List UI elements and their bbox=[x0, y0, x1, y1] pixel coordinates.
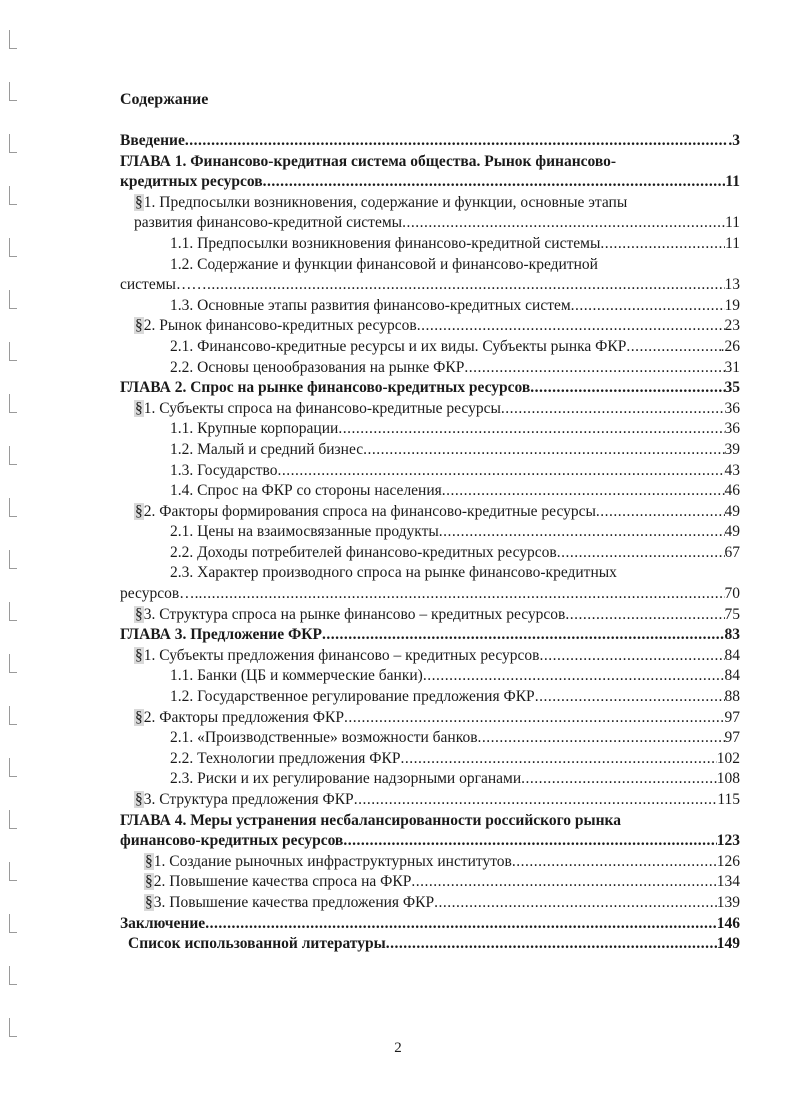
toc-entry-title bbox=[170, 481, 442, 502]
toc-entry-title bbox=[128, 934, 386, 955]
toc-entry-text: ГЛАВА 3. Предложение ФКР bbox=[120, 626, 322, 644]
toc-entry bbox=[120, 378, 740, 399]
toc-entry-title bbox=[170, 769, 521, 790]
toc-entry-page: 11 bbox=[725, 173, 740, 191]
toc-entry bbox=[120, 213, 740, 234]
toc-entry bbox=[120, 625, 740, 646]
toc-entry-page: 19 bbox=[724, 296, 740, 314]
dot-leader bbox=[600, 234, 725, 255]
toc-entry-text: 1.4. Спрос на ФКР со стороны населения bbox=[170, 482, 442, 500]
toc-entry-title bbox=[120, 811, 621, 832]
binding-mark bbox=[9, 186, 17, 205]
toc-entry-text: ГЛАВА 4. Меры устранения несбалансированности российского рынка bbox=[120, 811, 621, 829]
toc-entry-text: Заключение bbox=[120, 914, 206, 932]
toc-entry-title bbox=[170, 543, 557, 564]
toc-entry-title bbox=[134, 193, 627, 214]
binding-mark bbox=[9, 914, 17, 933]
toc-entry-page: 13 bbox=[724, 276, 740, 294]
toc-entry-text: 3. Структура спроса на рынке финансово – кредитных ресурсов bbox=[143, 605, 566, 623]
dot-leader bbox=[557, 543, 725, 564]
toc-entry-text: 1.2. Содержание и функции финансовой и финансово-кредитной bbox=[170, 255, 598, 273]
dot-leader bbox=[439, 522, 725, 543]
toc-entry-text: 2.2. Основы ценообразования на рынке ФКР bbox=[170, 358, 465, 376]
toc-entry-page: 75 bbox=[724, 605, 740, 623]
toc-entry-page: 11 bbox=[725, 214, 740, 232]
toc-entry-text: 2. Факторы предложения ФКР bbox=[143, 708, 344, 726]
binding-mark bbox=[9, 238, 17, 257]
toc-entry-title bbox=[170, 749, 400, 770]
toc-entry-text: 2.3. Риски и их регулирование надзорными органами bbox=[170, 770, 522, 788]
toc-entry-title bbox=[134, 708, 344, 729]
binding-mark bbox=[9, 498, 17, 517]
toc-entry-title bbox=[134, 605, 565, 626]
toc-entry-page: 83 bbox=[724, 626, 740, 644]
toc-entry bbox=[120, 790, 740, 811]
toc-entry-title bbox=[144, 872, 411, 893]
dot-leader bbox=[400, 749, 716, 770]
toc-entry bbox=[120, 728, 740, 749]
toc-entry-page: 108 bbox=[716, 770, 740, 788]
toc-entry-page: 102 bbox=[716, 749, 740, 767]
toc-entry-text: ресурсов…. bbox=[120, 585, 199, 603]
toc-entry bbox=[120, 502, 740, 523]
toc-entry bbox=[120, 666, 740, 687]
toc-entry-page: 97 bbox=[724, 729, 740, 747]
section-sign: § bbox=[145, 852, 153, 870]
toc-entry-text: 1. Создание рыночных инфраструктурных институтов bbox=[153, 852, 512, 870]
toc-entry bbox=[120, 193, 740, 214]
toc-entry-page: 11 bbox=[725, 234, 740, 252]
toc-entry-page: 84 bbox=[724, 667, 740, 685]
toc-entry bbox=[120, 893, 740, 914]
table-of-contents bbox=[120, 131, 740, 955]
toc-entry-title bbox=[134, 213, 402, 234]
dot-leader bbox=[205, 914, 717, 935]
binding-mark bbox=[9, 966, 17, 985]
toc-entry-page: 70 bbox=[724, 585, 740, 603]
toc-entry bbox=[120, 687, 740, 708]
toc-entry bbox=[120, 275, 740, 296]
binding-mark bbox=[9, 550, 17, 569]
toc-entry-text: 2. Рынок финансово-кредитных ресурсов bbox=[143, 317, 417, 335]
binding-mark bbox=[9, 342, 17, 361]
dot-leader bbox=[512, 852, 717, 873]
dot-leader bbox=[199, 584, 725, 605]
toc-entry-title bbox=[170, 234, 600, 255]
toc-entry-page: 31 bbox=[724, 358, 740, 376]
toc-entry-text: 2.1. Цены на взаимосвязанные продукты bbox=[170, 523, 439, 541]
section-sign: § bbox=[135, 502, 143, 520]
dot-leader bbox=[442, 481, 725, 502]
section-sign: § bbox=[135, 317, 143, 335]
toc-entry-title bbox=[170, 440, 363, 461]
page-number: 2 bbox=[394, 1040, 402, 1056]
binding-mark bbox=[9, 134, 17, 153]
toc-entry bbox=[120, 708, 740, 729]
toc-entry bbox=[120, 872, 740, 893]
toc-entry bbox=[120, 646, 740, 667]
dot-leader bbox=[411, 872, 716, 893]
toc-entry-page: 36 bbox=[724, 420, 740, 438]
toc-entry-text: 1. Субъекты спроса на финансово-кредитные ресурсы bbox=[143, 399, 501, 417]
section-sign: § bbox=[145, 893, 153, 911]
toc-entry-text: 3. Повышение качества предложения ФКР bbox=[153, 893, 435, 911]
binding-mark bbox=[9, 810, 17, 829]
toc-entry bbox=[120, 914, 740, 935]
section-sign: § bbox=[135, 399, 143, 417]
toc-entry bbox=[120, 584, 740, 605]
toc-entry-page: .26 bbox=[720, 337, 740, 355]
toc-entry bbox=[120, 605, 740, 626]
binding-mark bbox=[9, 394, 17, 413]
toc-entry-title bbox=[144, 893, 434, 914]
binding-mark bbox=[9, 30, 17, 49]
toc-entry-text: 3. Структура предложения ФКР bbox=[143, 791, 354, 808]
binding-mark bbox=[9, 706, 17, 725]
dot-leader bbox=[535, 687, 725, 708]
toc-entry-text: 1.3. Основные этапы развития финансово-кредитных систем bbox=[170, 296, 571, 314]
dot-leader bbox=[363, 440, 724, 461]
toc-entry-page: 97 bbox=[724, 708, 740, 726]
toc-entry bbox=[120, 296, 740, 317]
toc-entry bbox=[120, 522, 740, 543]
toc-entry-title bbox=[170, 687, 535, 708]
section-sign: § bbox=[135, 708, 143, 726]
toc-entry-title bbox=[134, 646, 540, 667]
dot-leader bbox=[402, 213, 725, 234]
toc-entry-text: 2. Факторы формирования спроса на финансово-кредитные ресурсы bbox=[143, 502, 596, 520]
toc-entry bbox=[120, 255, 740, 276]
toc-entry-page: 84 bbox=[724, 646, 740, 664]
toc-entry-page: 115 bbox=[717, 791, 740, 808]
toc-entry-title bbox=[170, 358, 464, 379]
dot-leader bbox=[530, 378, 724, 399]
binding-mark bbox=[9, 862, 17, 881]
toc-entry-text: 1.1. Банки (ЦБ и коммерческие банки) bbox=[170, 667, 423, 685]
toc-entry-page: 149 bbox=[716, 935, 740, 953]
toc-entry-text: 2.1. «Производственные» возможности банков bbox=[170, 729, 478, 747]
dot-leader bbox=[565, 605, 724, 626]
toc-entry bbox=[120, 852, 740, 873]
toc-entry-text: 1.2. Государственное регулирование предложения ФКР bbox=[170, 688, 535, 706]
toc-entry-page: 23 bbox=[724, 317, 740, 335]
dot-leader bbox=[501, 399, 725, 420]
toc-entry-title bbox=[120, 152, 616, 173]
toc-entry-title bbox=[120, 131, 185, 152]
toc-entry-title bbox=[170, 522, 439, 543]
section-sign: § bbox=[135, 646, 143, 664]
toc-entry bbox=[120, 152, 740, 173]
toc-entry bbox=[120, 831, 740, 852]
toc-entry bbox=[120, 811, 740, 832]
toc-entry-title bbox=[120, 172, 263, 193]
dot-leader bbox=[322, 625, 725, 646]
toc-entry-text: Список использованной литературы bbox=[128, 935, 386, 953]
page-heading: Содержание bbox=[120, 91, 209, 108]
toc-entry bbox=[120, 234, 740, 255]
toc-entry bbox=[120, 131, 740, 152]
binding-mark bbox=[9, 654, 17, 673]
toc-entry bbox=[120, 399, 740, 420]
toc-entry bbox=[120, 316, 740, 337]
toc-entry-title bbox=[120, 831, 343, 852]
toc-entry-text: 2.2. Технологии предложения ФКР bbox=[170, 749, 401, 767]
toc-entry bbox=[120, 934, 740, 955]
toc-entry-text: развития финансово-кредитной системы bbox=[134, 214, 403, 232]
dot-leader bbox=[207, 275, 725, 296]
toc-entry-text: 2. Повышение качества спроса на ФКР bbox=[153, 873, 412, 891]
toc-entry-text: 1.1. Предпосылки возникновения финансово-кредитной системы bbox=[170, 234, 601, 252]
toc-entry bbox=[120, 481, 740, 502]
toc-entry-text: 1.2. Малый и средний бизнес bbox=[170, 440, 364, 458]
dot-leader bbox=[338, 419, 724, 440]
toc-entry-text: системы…… bbox=[120, 276, 207, 294]
toc-entry bbox=[120, 769, 740, 790]
toc-entry-page: 39 bbox=[724, 440, 740, 458]
binding-mark bbox=[9, 1018, 17, 1037]
dot-leader bbox=[344, 708, 725, 729]
toc-entry-text: кредитных ресурсов bbox=[120, 173, 263, 191]
toc-entry-text: 1. Субъекты предложения финансово – кредитных ресурсов bbox=[143, 646, 540, 664]
toc-entry-title bbox=[120, 378, 530, 399]
binding-mark bbox=[9, 758, 17, 777]
toc-entry-page: 46 bbox=[724, 482, 740, 500]
toc-entry-page: 43 bbox=[724, 461, 740, 479]
dot-leader bbox=[478, 728, 725, 749]
binding-mark bbox=[9, 446, 17, 465]
dot-leader bbox=[185, 131, 729, 152]
section-sign: § bbox=[145, 873, 153, 891]
section-sign: § bbox=[135, 605, 143, 623]
toc-entry-page: .3 bbox=[728, 132, 740, 149]
toc-entry-title bbox=[120, 584, 199, 605]
toc-entry-page: 36 bbox=[724, 399, 740, 417]
dot-leader bbox=[263, 172, 726, 193]
dot-leader bbox=[386, 934, 717, 955]
section-sign: § bbox=[135, 193, 143, 211]
dot-leader bbox=[464, 358, 724, 379]
dot-leader bbox=[417, 316, 725, 337]
dot-leader bbox=[626, 337, 720, 358]
toc-entry-page: 134 bbox=[716, 873, 740, 891]
toc-entry-page: 123 bbox=[716, 832, 740, 850]
toc-entry-page: 126 bbox=[716, 852, 740, 870]
toc-entry bbox=[120, 461, 740, 482]
toc-entry-title bbox=[170, 337, 626, 358]
toc-entry-page: 88 bbox=[724, 688, 740, 706]
toc-entry bbox=[120, 563, 740, 584]
dot-leader bbox=[434, 893, 717, 914]
toc-entry-page: 67 bbox=[724, 543, 740, 561]
dot-leader bbox=[571, 296, 725, 317]
binding-mark bbox=[9, 82, 17, 101]
toc-entry-title bbox=[120, 275, 207, 296]
toc-entry-title bbox=[170, 728, 478, 749]
toc-entry-title bbox=[120, 914, 205, 935]
toc-entry bbox=[120, 172, 740, 193]
toc-entry-title bbox=[170, 419, 338, 440]
toc-entry-title bbox=[144, 852, 512, 873]
toc-entry-text: 2.2. Доходы потребителей финансово-кредитных ресурсов bbox=[170, 543, 557, 561]
toc-entry bbox=[120, 440, 740, 461]
binding-marks bbox=[0, 0, 20, 1099]
toc-entry-text: Введение bbox=[120, 132, 185, 149]
toc-entry bbox=[120, 419, 740, 440]
dot-leader bbox=[354, 790, 718, 811]
toc-entry-page: 35 bbox=[724, 379, 740, 397]
toc-entry-text: 1. Предпосылки возникновения, содержание и функции, основные этапы bbox=[143, 193, 628, 211]
toc-entry-title bbox=[170, 563, 617, 584]
toc-entry-text: 1.3. Государство bbox=[170, 461, 278, 479]
toc-entry-text: ГЛАВА 2. Спрос на рынке финансово-кредитных ресурсов bbox=[120, 379, 531, 397]
toc-entry-title bbox=[134, 316, 417, 337]
toc-entry-text: 1.1. Крупные корпорации bbox=[170, 420, 339, 438]
dot-leader bbox=[521, 769, 717, 790]
dot-leader bbox=[540, 646, 725, 667]
toc-entry bbox=[120, 337, 740, 358]
toc-entry-title bbox=[134, 399, 501, 420]
toc-entry-title bbox=[170, 461, 277, 482]
toc-entry-page: 146 bbox=[716, 914, 740, 932]
binding-mark bbox=[9, 602, 17, 621]
dot-leader bbox=[596, 502, 725, 523]
toc-entry-text: 2.3. Характер производного спроса на рынке финансово-кредитных bbox=[170, 564, 617, 582]
toc-entry bbox=[120, 358, 740, 379]
section-sign: § bbox=[135, 791, 143, 808]
toc-entry-text: ГЛАВА 1. Финансово-кредитная система общества. Рынок финансово- bbox=[120, 152, 617, 170]
dot-leader bbox=[277, 461, 724, 482]
toc-entry-text: 2.1. Финансово-кредитные ресурсы и их виды. Субъекты рынка ФКР bbox=[170, 337, 627, 355]
toc-entry-title bbox=[134, 790, 354, 811]
toc-entry-page: 139 bbox=[716, 893, 740, 911]
toc-entry-text: финансово-кредитных ресурсов bbox=[120, 832, 344, 850]
toc-entry bbox=[120, 749, 740, 770]
toc-entry bbox=[120, 543, 740, 564]
toc-entry-title bbox=[134, 502, 596, 523]
toc-entry-title bbox=[170, 666, 423, 687]
dot-leader bbox=[423, 666, 725, 687]
toc-entry-title bbox=[120, 625, 322, 646]
binding-mark bbox=[9, 290, 17, 309]
toc-entry-title bbox=[170, 296, 571, 317]
dot-leader bbox=[343, 831, 716, 852]
toc-entry-title bbox=[170, 255, 598, 276]
toc-entry-page: 49 bbox=[724, 523, 740, 541]
toc-entry-page: 49 bbox=[724, 502, 740, 520]
